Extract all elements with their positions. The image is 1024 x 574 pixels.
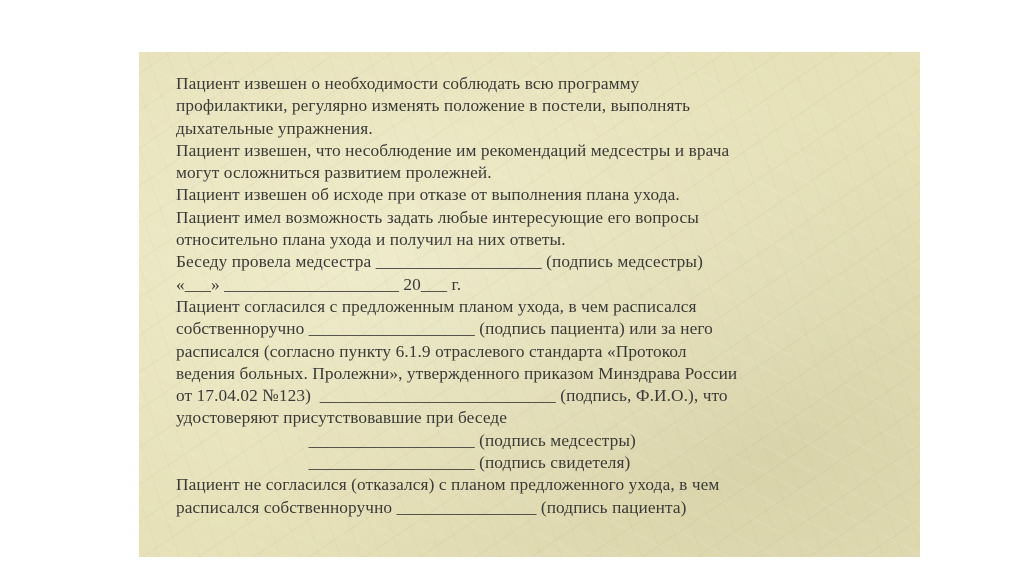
representative-signature-line: от 17.04.02 №123) ___________________________ (подпись, Ф.И.О.), что — [176, 386, 728, 406]
nurse-signature-line: Беседу провела медсестра ___________________ (подпись медсестры) — [176, 252, 703, 272]
text-line: могут осложниться развитием пролежней. — [176, 163, 492, 183]
text-line: дыхательные упражнения. — [176, 118, 373, 138]
date-line: «___» ____________________ 20___ г. — [176, 274, 462, 294]
text-line: Пациент извешен об исходе при отказе от выполнения плана ухода. — [176, 185, 680, 205]
text-line: Пациент не согласился (отказался) с планом предложенного ухода, в чем — [176, 475, 720, 495]
witness-signature-line: ___________________ (подпись свидетеля) — [176, 453, 631, 473]
text-line: Пациент согласился с предложенным планом ухода, в чем расписался — [176, 296, 697, 316]
text-line: профилактики, регулярно изменять положение в постели, выполнять — [176, 96, 691, 116]
text-line: Пациент извешен о необходимости соблюдать всю программу — [176, 74, 640, 93]
text-line: удостоверяют присутствовавшие при беседе — [176, 408, 508, 428]
witness-nurse-signature-line: ___________________ (подпись медсестры) — [176, 430, 636, 450]
refusal-signature-line: расписался собственноручно ________________ (подпись пациента) — [176, 497, 687, 517]
text-line: относительно плана ухода и получил на них ответы. — [176, 230, 566, 250]
text-line: ведения больных. Пролежни», утвержденного приказом Минздрава России — [176, 363, 738, 383]
text-line: Пациент извешен, что несоблюдение им рекомендаций медсестры и врача — [176, 140, 730, 160]
patient-signature-line: собственноручно ___________________ (подпись пациента) или за него — [176, 319, 713, 339]
text-line: Пациент имел возможность задать любые интересующие его вопросы — [176, 207, 699, 227]
consent-form-text — [176, 73, 886, 519]
text-line: расписался (согласно пункту 6.1.9 отраслевого стандарта «Протокол — [176, 341, 687, 361]
